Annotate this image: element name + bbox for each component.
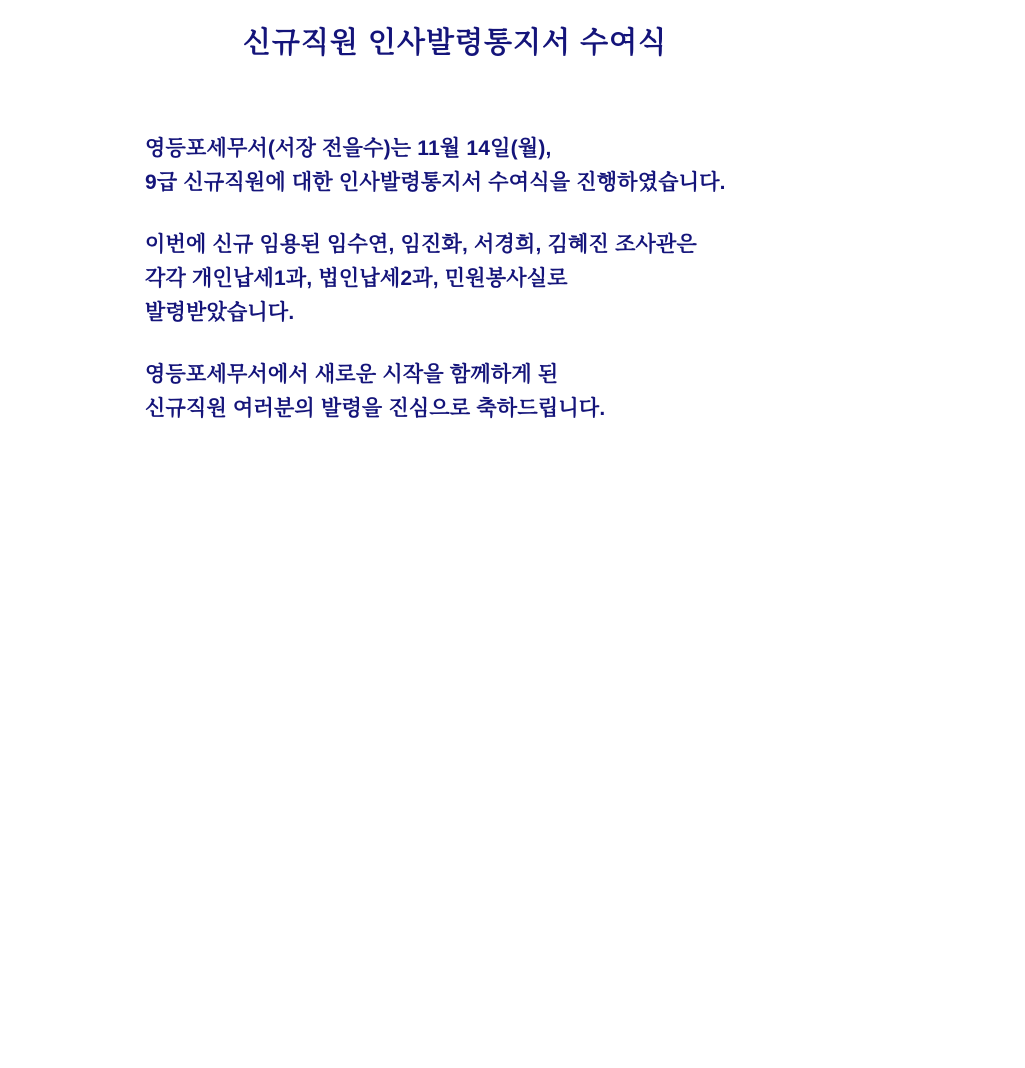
paragraph-congratulations: [145, 358, 965, 426]
document-body: [145, 132, 965, 426]
paragraph-congratulations-line-1: 영등포세무서에서 새로운 시작을 함께하게 된: [145, 363, 559, 387]
paragraph-congratulations-line-2: 신규직원 여러분의 발령을 진심으로 축하드립니다.: [145, 397, 606, 421]
paragraph-assignments-line-2: 각각 개인납세1과, 법인납세2과, 민원봉사실로: [145, 267, 568, 291]
paragraph-intro-line-2: 9급 신규직원에 대한 인사발령통지서 수여식을 진행하였습니다.: [145, 171, 726, 195]
paragraph-assignments: [145, 228, 965, 330]
paragraph-assignments-line-3: 발령받았습니다.: [145, 301, 295, 325]
page-title: 신규직원 인사발령통지서 수여식: [242, 27, 668, 59]
paragraph-intro: [145, 132, 965, 200]
paragraph-assignments-line-1: 이번에 신규 임용된 임수연, 임진화, 서경희, 김혜진 조사관은: [145, 233, 698, 257]
paragraph-intro-line-1: 영등포세무서(서장 전을수)는 11월 14일(월),: [145, 137, 552, 160]
